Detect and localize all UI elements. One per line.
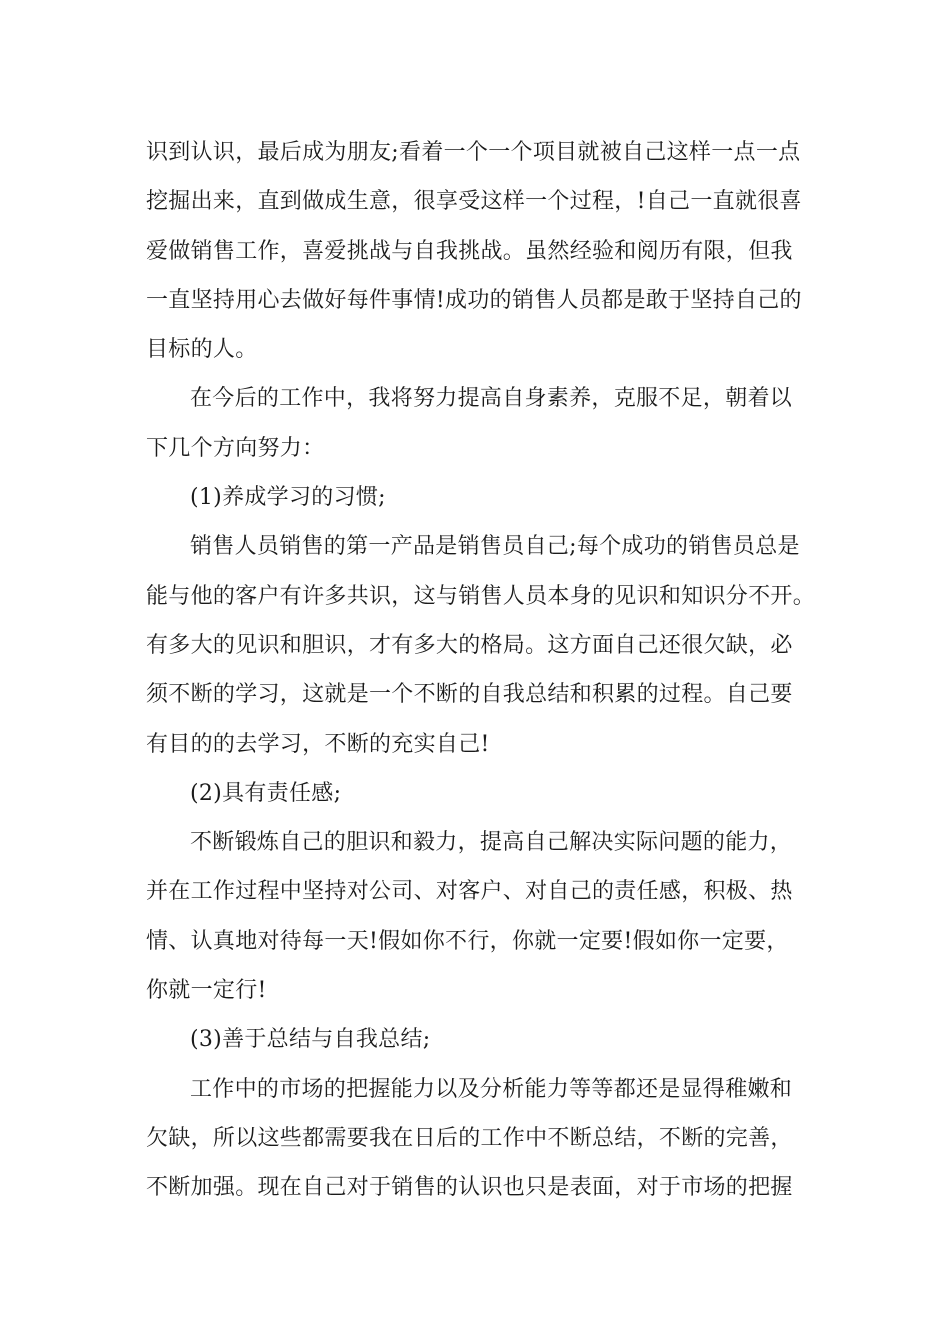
list-heading: (2)具有责任感;	[190, 780, 342, 806]
text-line: 须不断的学习，这就是一个不断的自我总结和积累的过程。自己要	[146, 682, 793, 708]
text-line: 目标的人。	[146, 337, 258, 363]
list-heading: (3)善于总结与自我总结;	[190, 1027, 431, 1053]
text-line: 爱做销售工作，喜爱挑战与自我挑战。虽然经验和阅历有限，但我	[146, 238, 793, 264]
text-line: 工作中的市场的把握能力以及分析能力等等都还是显得稚嫩和	[190, 1076, 793, 1102]
text-line: 并在工作过程中坚持对公司、对客户、对自己的责任感，积极、热	[146, 879, 793, 905]
text-line: 有目的的去学习，不断的充实自己!	[146, 731, 490, 757]
text-line: 能与他的客户有许多共识，这与销售人员本身的见识和知识分不开。	[146, 583, 816, 609]
body-text	[146, 128, 816, 1213]
text-line: 情、认真地对待每一天!假如你不行，你就一定要!假如你一定要，	[146, 928, 789, 954]
text-line: 挖掘出来，直到做成生意，很享受这样一个过程，!自己一直就很喜	[146, 189, 802, 215]
text-line: 销售人员销售的第一产品是销售员自己;每个成功的销售员总是	[190, 534, 800, 560]
text-line: 欠缺，所以这些都需要我在日后的工作中不断总结，不断的完善，	[146, 1125, 793, 1151]
text-line: 识到认识，最后成为朋友;看着一个一个项目就被自己这样一点一点	[146, 140, 801, 165]
text-line: 下几个方向努力：	[146, 435, 325, 461]
text-line: 有多大的见识和胆识，才有多大的格局。这方面自己还很欠缺，必	[146, 632, 793, 658]
text-line: 不断锻炼自己的胆识和毅力，提高自己解决实际问题的能力，	[190, 830, 793, 856]
list-heading: (1)养成学习的习惯;	[190, 485, 386, 511]
text-line: 你就一定行!	[146, 978, 267, 1004]
text-line: 一直坚持用心去做好每件事情!成功的销售人员都是敢于坚持自己的	[146, 287, 802, 313]
text-line: 不断加强。现在自己对于销售的认识也只是表面，对于市场的把握	[146, 1175, 793, 1201]
text-line: 在今后的工作中，我将努力提高自身素养，克服不足，朝着以	[190, 386, 793, 412]
